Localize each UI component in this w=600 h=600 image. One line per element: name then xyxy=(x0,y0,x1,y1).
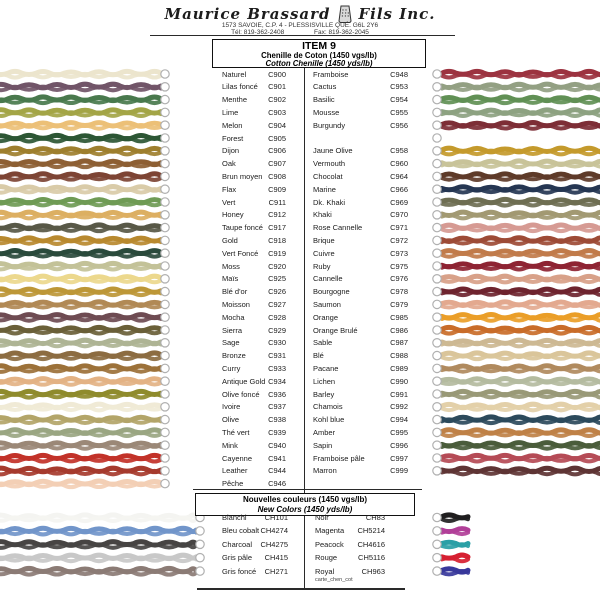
item-title-box xyxy=(212,39,426,68)
color-name: Pêche xyxy=(222,479,244,489)
color-code: CH5116 xyxy=(358,553,385,563)
color-code: C928 xyxy=(268,312,286,322)
color-code: C966 xyxy=(390,184,408,194)
color-code: C978 xyxy=(390,287,408,297)
color-code: C927 xyxy=(268,299,286,309)
color-name: Jaune Olive xyxy=(313,146,353,156)
color-name: Sable xyxy=(313,338,333,348)
color-name: Magenta xyxy=(315,526,345,536)
color-name: Chamois xyxy=(313,402,343,412)
color-name: Cannelle xyxy=(313,274,343,284)
color-code: C937 xyxy=(268,402,286,412)
color-name: Moisson xyxy=(222,299,250,309)
color-code: C971 xyxy=(390,223,408,233)
color-code: CH83 xyxy=(365,513,385,522)
color-code: C979 xyxy=(390,299,408,309)
address-line: 1573 SAVOIE, C.P. 4 - PLESSISVILLE QUÉ. G6L 2Y6 xyxy=(221,22,379,29)
item-subtitle-en: Cotton Chenille (1450 yds/lb) xyxy=(265,59,373,68)
color-name: Noir xyxy=(315,513,329,522)
color-name: Forest xyxy=(222,133,244,143)
color-code: C985 xyxy=(390,312,408,322)
color-name: Mousse xyxy=(313,107,340,117)
color-code: C933 xyxy=(268,363,286,373)
color-name: Marine xyxy=(313,184,336,194)
color-code: C944 xyxy=(268,466,286,476)
color-name: Bronze xyxy=(222,351,246,361)
color-name: Brun moyen xyxy=(222,171,263,181)
color-code: C939 xyxy=(268,427,286,437)
color-code: C900 xyxy=(268,69,286,79)
color-code: C936 xyxy=(268,389,286,399)
color-name: Lichen xyxy=(313,376,336,386)
color-name: Rose Cannelle xyxy=(313,223,363,233)
color-name: Leather xyxy=(222,466,248,476)
color-name: Orange xyxy=(313,312,339,322)
color-name: Honey xyxy=(222,210,244,220)
color-code: C975 xyxy=(390,261,408,271)
color-name: Bourgogne xyxy=(313,287,350,297)
color-name: Vermouth xyxy=(313,159,346,169)
color-code: CH415 xyxy=(264,553,288,563)
color-code: C997 xyxy=(390,453,408,463)
color-name: Taupe foncé xyxy=(222,223,263,233)
color-name: Khaki xyxy=(313,210,332,220)
color-code: C999 xyxy=(390,466,408,476)
color-code: C917 xyxy=(268,223,286,233)
color-name: Olive xyxy=(222,415,240,425)
color-name: Thé vert xyxy=(222,427,250,437)
color-name: Lime xyxy=(222,107,239,117)
color-name: Moss xyxy=(222,261,240,271)
color-code: C946 xyxy=(268,479,286,489)
color-name: Dk. Khaki xyxy=(313,197,346,207)
color-name: Burgundy xyxy=(313,120,346,130)
color-name: Charcoal xyxy=(222,539,253,549)
color-code: C972 xyxy=(390,235,408,245)
footer-note: carte_chen_cot xyxy=(315,577,353,583)
color-code: C954 xyxy=(390,95,408,105)
color-code: C938 xyxy=(268,415,286,425)
color-name: Vert xyxy=(222,197,236,207)
new-colors-title-fr: Nouvelles couleurs (1450 vgs/lb) xyxy=(242,495,368,504)
bottom-rule xyxy=(197,588,405,590)
color-name: Cuivre xyxy=(313,248,335,258)
color-code: C905 xyxy=(268,133,286,143)
color-name: Maïs xyxy=(222,274,239,284)
color-name: Vert Foncé xyxy=(222,248,259,258)
color-code: C976 xyxy=(390,274,408,284)
fax-number: Fax: 819-362-2045 xyxy=(314,29,369,36)
color-name: Basilic xyxy=(313,95,335,105)
item-title: ITEM 9 xyxy=(302,40,336,52)
color-code: C907 xyxy=(268,159,286,169)
color-name: Ruby xyxy=(313,261,331,271)
color-name: Melon xyxy=(222,120,243,130)
color-name: Framboise xyxy=(313,69,349,79)
color-code: C995 xyxy=(390,427,408,437)
contact-line xyxy=(0,29,600,36)
color-name: Barley xyxy=(313,389,335,399)
color-name: Blé d'or xyxy=(222,287,248,297)
color-code: C901 xyxy=(268,82,286,92)
color-name: Kohl blue xyxy=(313,415,345,425)
color-name: Marron xyxy=(313,466,337,476)
color-code: C986 xyxy=(390,325,408,335)
color-code: C994 xyxy=(390,415,408,425)
color-name: Naturel xyxy=(222,69,247,79)
color-code: CH101 xyxy=(264,513,288,522)
color-code: C956 xyxy=(390,120,408,130)
color-code: C991 xyxy=(390,389,408,399)
color-name: Amber xyxy=(313,427,336,437)
color-code: C964 xyxy=(390,171,408,181)
color-name: Blanchi xyxy=(222,513,247,522)
brand-name-left: Maurice Brassard xyxy=(164,5,331,23)
color-code: C925 xyxy=(268,274,286,284)
color-code: C906 xyxy=(268,146,286,156)
color-code: C958 xyxy=(390,146,408,156)
item-subtitle-fr: Chenille de Coton (1450 vgs/lb) xyxy=(261,51,377,60)
color-code: C920 xyxy=(268,261,286,271)
color-code: C902 xyxy=(268,95,286,105)
color-name: Gold xyxy=(222,235,238,245)
color-code: C934 xyxy=(268,376,286,386)
color-name: Saumon xyxy=(313,299,341,309)
color-name: Cayenne xyxy=(222,453,253,463)
color-name: Dijon xyxy=(222,146,240,156)
color-name: Oak xyxy=(222,159,236,169)
color-code: C970 xyxy=(390,210,408,220)
phone-number: Tél: 819-362-2408 xyxy=(231,29,285,36)
color-name: Sage xyxy=(222,338,240,348)
color-code: C911 xyxy=(268,197,286,207)
color-code: CH4274 xyxy=(260,526,288,536)
color-name: Sierra xyxy=(222,325,243,335)
color-code: C926 xyxy=(268,287,286,297)
color-name: Cactus xyxy=(313,82,337,92)
color-name: Ivoire xyxy=(222,402,241,412)
color-code: C941 xyxy=(268,453,286,463)
color-name: Flax xyxy=(222,184,237,194)
color-code: C988 xyxy=(390,351,408,361)
color-code: C973 xyxy=(390,248,408,258)
color-name: Gris pâle xyxy=(222,553,253,563)
brand-name-right: Fils Inc. xyxy=(358,5,436,23)
color-code: C930 xyxy=(268,338,286,348)
color-code: CH5214 xyxy=(357,526,385,536)
color-code: CH4616 xyxy=(357,539,385,549)
color-name: Menthe xyxy=(222,95,248,105)
color-code: C989 xyxy=(390,363,408,373)
color-code: C955 xyxy=(390,107,408,117)
color-code: CH4275 xyxy=(260,539,288,549)
color-name: Sapin xyxy=(313,440,333,450)
new-colors-title-en: New Colors (1450 yds/lb) xyxy=(257,505,353,514)
color-name: Pacane xyxy=(313,363,339,373)
color-code: C919 xyxy=(268,248,286,258)
color-code: C912 xyxy=(268,210,286,220)
color-code: C990 xyxy=(390,376,408,386)
color-name: Royal xyxy=(315,566,335,576)
color-code: C992 xyxy=(390,402,408,412)
color-code: C948 xyxy=(390,69,408,79)
color-code: C929 xyxy=(268,325,286,335)
color-code: CH271 xyxy=(264,566,288,576)
color-name: Orange Brulé xyxy=(313,325,358,335)
color-name: Antique Gold xyxy=(222,376,266,386)
color-code: C953 xyxy=(390,82,408,92)
color-name: Lilas foncé xyxy=(222,82,258,92)
color-code: C909 xyxy=(268,184,286,194)
color-name: Blé xyxy=(313,351,324,361)
color-name: Framboise pâle xyxy=(313,453,365,463)
color-name: Chocolat xyxy=(313,171,343,181)
color-code: C918 xyxy=(268,235,286,245)
color-code: C969 xyxy=(390,197,408,207)
color-name: Olive foncé xyxy=(222,389,260,399)
color-name: Mocha xyxy=(222,312,245,322)
color-code: C987 xyxy=(390,338,408,348)
color-name: Peacock xyxy=(315,539,344,549)
color-code: CH963 xyxy=(361,566,385,576)
color-code: C904 xyxy=(268,120,286,130)
color-name: Mink xyxy=(222,440,238,450)
color-name: Curry xyxy=(222,363,241,373)
color-code: C931 xyxy=(268,351,286,361)
color-name: Bleu cobalt xyxy=(222,526,260,536)
section-rule xyxy=(193,489,422,490)
color-name: Brique xyxy=(313,235,335,245)
color-code: C940 xyxy=(268,440,286,450)
color-code: C908 xyxy=(268,171,286,181)
color-code: C960 xyxy=(390,159,408,169)
color-name: Gris foncé xyxy=(222,566,257,576)
color-code: C996 xyxy=(390,440,408,450)
color-code: C903 xyxy=(268,107,286,117)
color-name: Rouge xyxy=(315,553,338,563)
